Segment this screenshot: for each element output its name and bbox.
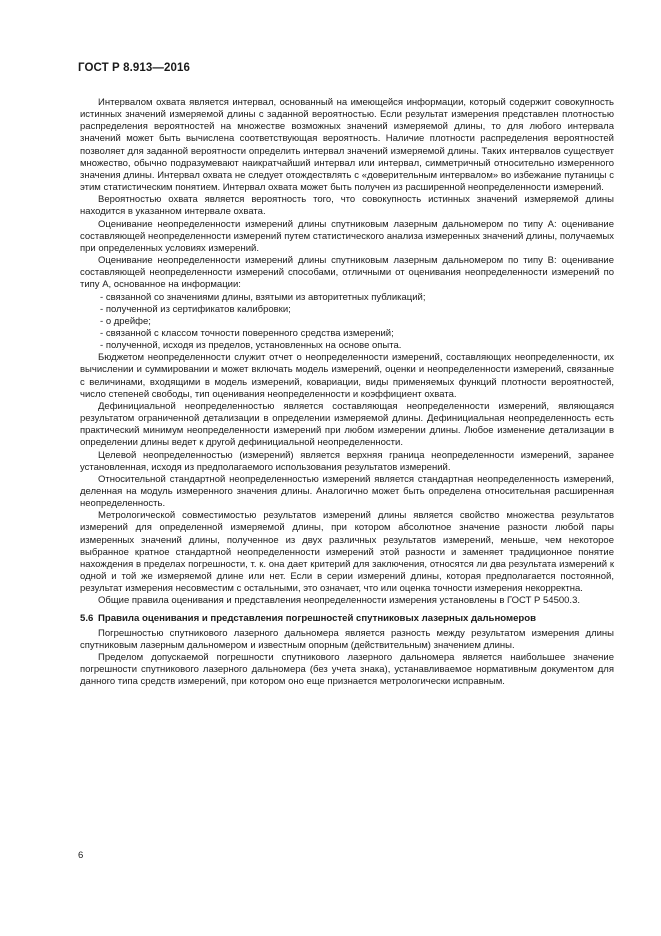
paragraph-type-b-evaluation: Оценивание неопределенности измерений длины спутниковым лазерным дальномером по типу В: оценивание составляющей неопределенности измерений способами, отличными от оценивания неопределенности измерений по типу А, основанное на информации: bbox=[80, 255, 614, 291]
paragraph-metrological-compatibility: Метрологической совместимостью результатов измерений длины является свойство множества результатов измерений для определенной измеряемой длины, при котором абсолютное значение разности любой пары измеренных значений длины, полученное из двух различных результатов измерений, меньше, чем некоторое выбранное кратное стандартной неопределенности измерений этой разности и заменяет традиционное понятие нахождения в пределах погрешности, т. к. она дает критерий для заключения, относятся ли два результата измерений к одной и той же измеряемой длине или нет. Если в серии измерений длины, которая предполагается постоянной, результат измерения несовместим с остальными, это означает, что или оценка точности измерения некорректна. bbox=[80, 510, 614, 595]
section-heading bbox=[80, 613, 614, 625]
page-body bbox=[80, 97, 614, 689]
list-item: - связанной с классом точности поверенного средства измерений; bbox=[80, 328, 614, 340]
document-header: ГОСТ Р 8.913—2016 bbox=[78, 62, 190, 74]
paragraph-type-a-evaluation: Оценивание неопределенности измерений длины спутниковым лазерным дальномером по типу А: оценивание составляющей неопределенности измерений путем статистического анализа измеренных значений длины, получаемых при определенных условиях измерений. bbox=[80, 218, 614, 254]
information-sources-list bbox=[80, 292, 614, 353]
paragraph-coverage-probability: Вероятностью охвата является вероятность того, что совокупность истинных значений измеряемой длины находится в указанном интервале охвата. bbox=[80, 194, 614, 218]
section-title: Правила оценивания и представления погрешностей спутниковых лазерных дальномеров bbox=[98, 612, 537, 624]
paragraph-relative-standard-uncertainty: Относительной стандартной неопределенностью измерений является стандартная неопределенность измерений, деленная на модуль измеренного значения длины. Аналогично может быть определена относительная расширенная неопределенность. bbox=[80, 473, 614, 510]
list-item: - о дрейфе; bbox=[80, 316, 614, 328]
section-number: 5.6 bbox=[80, 612, 94, 624]
page-number: 6 bbox=[78, 850, 84, 861]
paragraph-general-rules: Общие правила оценивания и представления неопределенности измерения установлены в ГОСТ Р 54500.3. bbox=[98, 595, 580, 607]
list-item: - связанной со значениями длины, взятыми из авторитетных публикаций; bbox=[80, 292, 614, 304]
paragraph-rangefinder-error: Погрешностью спутникового лазерного дальномера является разность между результатом измерения длины спутниковым лазерным дальномером и известным опорным (действительным) значением длины. bbox=[80, 627, 614, 651]
paragraph-target-uncertainty: Целевой неопределенностью (измерений) является верхняя граница неопределенности измерений, заранее установленная, исходя из предполагаемого использования результатов измерений. bbox=[80, 449, 614, 473]
list-item: - полученной, исходя из пределов, установленных на основе опыта. bbox=[80, 340, 614, 352]
paragraph-coverage-interval: Интервалом охвата является интервал, основанный на имеющейся информации, который содержит совокупность истинных значений измеряемой длины с заданной вероятностью. Если результат измерения представлен плотностью распределения вероятностей на множестве возможных значений измеряемой длины, то для любого интервала значений может быть вычислена соответствующая вероятность. Наличие плотности распределения вероятностей позволяет для заданной вероятности определить интервал значений измеряемой длины. Таких интервалов существует множество, обычно подразумевают наикратчайший интервал или интервал, симметричный относительно измеренного значения длины. Интервал охвата не следует отождествлять с «доверительным интервалом» во избежание путаницы с этим статистическим понятием. Интервал охвата может быть получен из расширенной неопределенности измерений. bbox=[80, 97, 614, 194]
paragraph-uncertainty-budget: Бюджетом неопределенности служит отчет о неопределенности измерений, составляющих неопределенности, их вычислении и суммировании и может включать модель измерений, оценки и неопределенности измерений, связанные с величинами, входящими в модель измерений, ковариации, виды применяемых функций плотности вероятностей, число степеней свободы, тип оценивания неопределенности и коэффициент охвата. bbox=[80, 352, 614, 400]
paragraph-permissible-error-limit: Пределом допускаемой погрешности спутникового лазерного дальномера является наибольшее значение погрешности спутникового лазерного дальномера (без учета знака), устанавливаемое нормативным документом для данного типа средств измерений, при котором оно еще признается метрологически исправным. bbox=[80, 652, 614, 688]
paragraph-definitional-uncertainty: Дефинициальной неопределенностью является составляющая неопределенности измерений, являющаяся результатом ограниченной детализации в определении измеряемой длины. Дефинициальная неопределенность есть практический минимум неопределенности измерений при любом измерении длины. Любое изменение детализации в определении длины ведет к другой дефинициальной неопределенности. bbox=[80, 400, 614, 449]
list-item: - полученной из сертификатов калибровки; bbox=[80, 304, 614, 316]
